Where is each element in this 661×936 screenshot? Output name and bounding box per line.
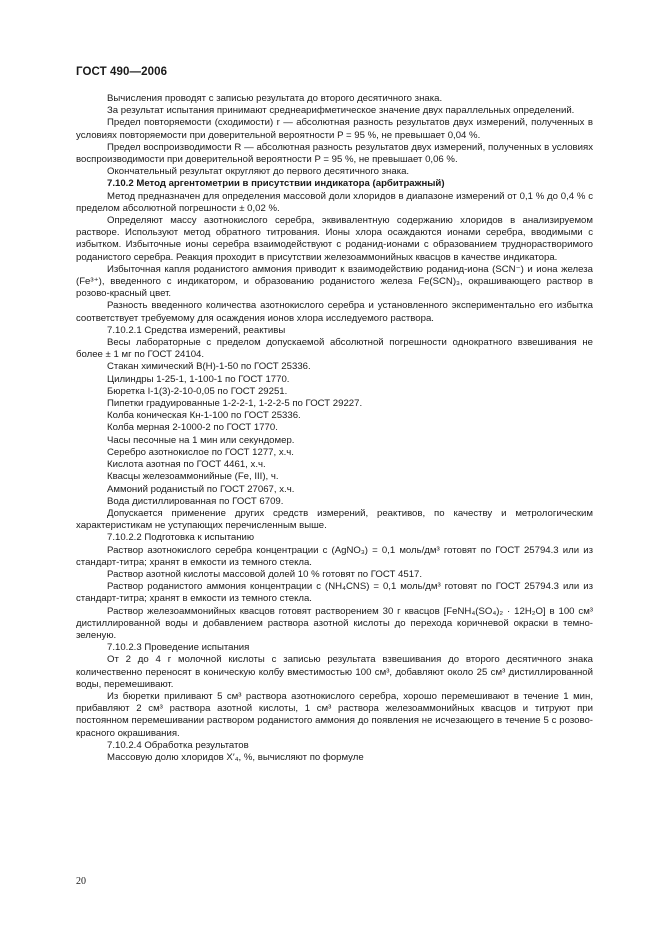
subsection-heading: 7.10.2.3 Проведение испытания bbox=[107, 642, 250, 654]
list-item: Серебро азотнокислое по ГОСТ 1277, х.ч. bbox=[107, 446, 294, 458]
list-item: Колба мерная 2-1000-2 по ГОСТ 1770. bbox=[107, 422, 278, 434]
paragraph: Определяют массу азотнокислого серебра, эквивалентную содержанию хлоридов в анализируемом растворе. Используют метод обратного титрования. Ионы хлора осаждаются ионами серебра, вводимыми с избытком. Избыточные ионы серебра взаимодействуют с роданид-ионами с образованием труднорастворимого роданистого серебра. Реакция проходит в присутствии железоаммонийных квасцов в качестве индикатора. bbox=[76, 215, 593, 263]
subsection-heading: 7.10.2.4 Обработка результатов bbox=[107, 739, 249, 751]
paragraph: Предел воспроизводимости R — абсолютная разность результатов двух измерений, полученных в условиях воспроизводимости при доверительной вероятности P = 95 %, не превышает 0,06 %. bbox=[76, 141, 593, 166]
document-header: ГОСТ 490—2006 bbox=[76, 66, 168, 78]
paragraph: Раствор азотной кислоты массовой долей 10 % готовят по ГОСТ 4517. bbox=[107, 568, 423, 580]
paragraph: Разность введенного количества азотнокислого серебра и установленного экспериментально его избытка соответствует требуемому для осаждения ионов хлора исследуемого раствора. bbox=[76, 300, 593, 324]
paragraph: Раствор азотнокислого серебра концентрации с (AgNO₃) = 0,1 моль/дм³ готовят по ГОСТ 25794.3 или из стандарт-титра; хранят в емкости из темного стекла. bbox=[76, 544, 593, 568]
paragraph: За результат испытания принимают среднеарифметическое значение двух параллельных определений. bbox=[107, 105, 575, 117]
paragraph: Метод предназначен для определения массовой доли хлоридов в диапазоне измерений от 0,1 % до 0,4 % с пределом абсолютной погрешности ± 0,02 %. bbox=[76, 190, 593, 214]
list-item: Колба коническая Кн-1-100 по ГОСТ 25336. bbox=[107, 410, 301, 422]
subsection-heading: 7.10.2.2 Подготовка к испытанию bbox=[107, 532, 255, 544]
page-number: 20 bbox=[76, 876, 86, 887]
paragraph: Раствор роданистого аммония концентрации с (NH₄CNS) = 0,1 моль/дм³ готовят по ГОСТ 25794.3 или из стандарт-титра; хранят в емкости из темного стекла. bbox=[76, 581, 593, 605]
list-item: Цилиндры 1-25-1, 1-100-1 по ГОСТ 1770. bbox=[107, 373, 290, 385]
list-item: Пипетки градуированные 1-2-2-1, 1-2-2-5 по ГОСТ 29227. bbox=[107, 398, 363, 410]
paragraph: Раствор железоаммонийных квасцов готовят растворением 30 г квасцов [FeNH₄(SO₄)₂ · 12H₂O] в 100 см³ дистиллированной воды и добавлением раствора азотной кислоты до перехода коричневой окраски в темно-зеленую. bbox=[76, 605, 593, 641]
list-item: Вода дистиллированная по ГОСТ 6709. bbox=[107, 495, 284, 507]
list-item: Квасцы железоаммонийные (Fe, III), ч. bbox=[107, 471, 279, 483]
paragraph: Массовую долю хлоридов X′₄, %, вычисляют по формуле bbox=[107, 751, 364, 763]
paragraph: Избыточная капля роданистого аммония приводит к взаимодействию роданид-иона (SCN⁻) и иона железа (Fe³⁺), введенного с индикатором, и образованию роданистого железа Fe(SCN)₃, окрашивающего раствор в розово-красный цвет. bbox=[76, 263, 593, 300]
document-body bbox=[76, 93, 593, 764]
subsection-heading: 7.10.2.1 Средства измерений, реактивы bbox=[107, 324, 286, 336]
paragraph: Из бюретки приливают 5 см³ раствора азотнокислого серебра, хорошо перемешивают в течение 1 мин, прибавляют 2 см³ раствора азотной кислоты, 1 см³ раствора железоаммонийных квасцов и титруют при постоянном перемешивании раствором роданистого аммония до появления не исчезающего в течение 5 с розово-красного окрашивания. bbox=[76, 690, 593, 739]
paragraph: Окончательный результат округляют до первого десятичного знака. bbox=[107, 166, 410, 178]
paragraph: Вычисления проводят с записью результата до второго десятичного знака. bbox=[107, 93, 443, 104]
paragraph: От 2 до 4 г молочной кислоты с записью результата взвешивания до второго десятичного знака количественно переносят в коническую колбу вместимостью 100 см³, добавляют около 25 см³ дистиллированной воды, перемешивают. bbox=[76, 654, 593, 690]
list-item: Часы песочные на 1 мин или секундомер. bbox=[107, 434, 295, 446]
section-heading: 7.10.2 Метод аргентометрии в присутствии индикатора (арбитражный) bbox=[107, 178, 445, 190]
paragraph: Весы лабораторные с пределом допускаемой абсолютной погрешности однократного взвешивания не более ± 1 мг по ГОСТ 24104. bbox=[76, 337, 593, 361]
list-item: Стакан химический В(Н)-1-50 по ГОСТ 25336. bbox=[107, 361, 311, 373]
paragraph: Предел повторяемости (сходимости) r — абсолютная разность результатов двух измерений, полученных в условиях повторяемости при доверительной вероятности P = 95 %, не превышает 0,04 %. bbox=[76, 117, 593, 141]
list-item: Аммоний роданистый по ГОСТ 27067, х.ч. bbox=[107, 483, 295, 495]
list-item: Кислота азотная по ГОСТ 4461, х.ч. bbox=[107, 459, 266, 471]
paragraph: Допускается применение других средств измерений, реактивов, по качеству и метрологическим характеристикам не уступающих перечисленным выше. bbox=[76, 507, 593, 532]
list-item: Бюретка I-1(3)-2-10-0,05 по ГОСТ 29251. bbox=[107, 385, 288, 397]
